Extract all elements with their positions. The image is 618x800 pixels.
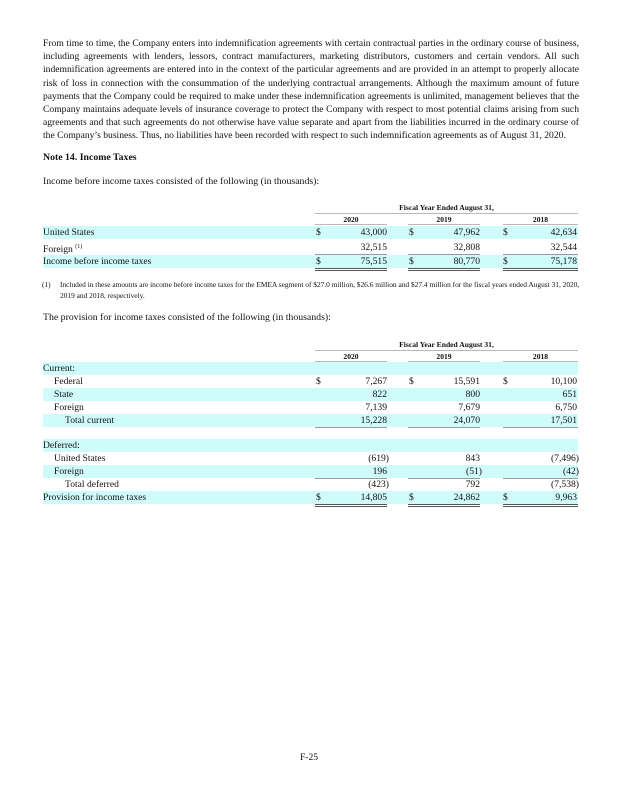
- table-row-subtotal: [43, 478, 578, 491]
- table-row: [43, 388, 578, 401]
- provision-for-income-taxes-table: [43, 340, 578, 510]
- note-heading: Note 14. Income Taxes: [43, 152, 137, 163]
- row-label: Foreign: [54, 466, 84, 477]
- value-2020: 75,515: [360, 256, 387, 267]
- income-before-taxes-table: [43, 203, 578, 273]
- row-label: Provision for income taxes: [43, 492, 147, 503]
- value-2019: 15,591: [453, 376, 480, 387]
- table-row-total: [43, 255, 578, 268]
- section-header-current: [43, 362, 578, 375]
- value-2019: 7,679: [458, 402, 480, 413]
- value-2020: 7,267: [365, 376, 387, 387]
- section-header-deferred: [43, 439, 578, 452]
- year-header-2020: 2020: [315, 352, 387, 362]
- value-2019: 800: [465, 389, 480, 400]
- footnote-mark: (1): [42, 280, 51, 289]
- row-label: Deferred:: [43, 440, 80, 451]
- table-row: [43, 401, 578, 414]
- value-2020: 32,515: [360, 242, 387, 253]
- value-2019: 80,770: [453, 256, 480, 267]
- value-2018: (7,538): [551, 479, 579, 490]
- footnote: [42, 280, 580, 301]
- table-row: [43, 452, 578, 465]
- row-label: State: [54, 389, 74, 400]
- value-2019: 47,962: [453, 227, 480, 238]
- value-2019: 24,070: [453, 415, 480, 426]
- value-2020: 43,000: [360, 227, 387, 238]
- row-label: Current:: [43, 363, 75, 374]
- page-number: F-25: [299, 752, 319, 763]
- value-2018: 32,544: [550, 242, 577, 253]
- period-header: Fiscal Year Ended August 31,: [315, 203, 578, 214]
- value-2020: (619): [368, 453, 389, 464]
- row-label: Foreign: [54, 402, 84, 413]
- currency-symbol: $: [409, 227, 414, 238]
- currency-symbol: $: [409, 376, 414, 387]
- value-2020: 7,139: [365, 402, 387, 413]
- table-row: [43, 465, 578, 478]
- value-2019: (51): [466, 466, 482, 477]
- value-2018: 6,750: [555, 402, 577, 413]
- year-header-2019: 2019: [408, 215, 480, 225]
- currency-symbol: $: [316, 227, 321, 238]
- row-label: Federal: [54, 376, 83, 387]
- row-label: United States: [54, 453, 106, 464]
- year-header-2018: 2018: [503, 215, 578, 225]
- row-label: Total deferred: [65, 479, 119, 490]
- value-2018: 17,501: [550, 415, 577, 426]
- currency-symbol: $: [409, 256, 414, 267]
- table-row: [43, 375, 578, 388]
- row-label: Foreign $^{(1)}$: [43, 244, 83, 255]
- value-2018: (7,496): [551, 453, 579, 464]
- currency-symbol: $: [503, 227, 508, 238]
- period-header: Fiscal Year Ended August 31,: [315, 340, 578, 351]
- year-header-2019: 2019: [408, 352, 480, 362]
- currency-symbol: $: [503, 376, 508, 387]
- year-header-2020: 2020: [315, 215, 387, 225]
- table-row-subtotal: [43, 414, 578, 427]
- currency-symbol: $: [503, 492, 508, 503]
- footnote-ref: (1): [75, 244, 83, 250]
- value-2018: 42,634: [550, 227, 577, 238]
- table-row: [43, 241, 578, 254]
- provision-table-intro: The provision for income taxes consisted of the following (in thousands):: [43, 312, 331, 323]
- value-2019: 32,808: [453, 242, 480, 253]
- value-2020: 822: [372, 389, 387, 400]
- currency-symbol: $: [409, 492, 414, 503]
- value-2018: 9,963: [555, 492, 577, 503]
- value-2019: 792: [465, 479, 480, 490]
- currency-symbol: $: [316, 376, 321, 387]
- value-2018: 75,178: [550, 256, 577, 267]
- value-2018: 651: [562, 389, 577, 400]
- value-2018: 10,100: [550, 376, 577, 387]
- row-label: Total current: [65, 415, 115, 426]
- row-label: Income before income taxes: [43, 256, 152, 267]
- currency-symbol: $: [316, 492, 321, 503]
- value-2019: 843: [465, 453, 480, 464]
- income-table-intro: Income before income taxes consisted of the following (in thousands):: [43, 176, 320, 187]
- table-row: [43, 226, 578, 239]
- currency-symbol: $: [503, 256, 508, 267]
- value-2018: (42): [563, 466, 579, 477]
- year-header-2018: 2018: [503, 352, 578, 362]
- currency-symbol: $: [316, 256, 321, 267]
- value-2019: 24,862: [453, 492, 480, 503]
- row-label: United States: [43, 227, 95, 238]
- value-2020: 15,228: [360, 415, 387, 426]
- footnote-text: Included in these amounts are income before income taxes for the EMEA segment of $27.0 million, $26.6 million and $27.4 million for the fiscal years ended August 31, 2020, 2019 and 2018, respectively.: [60, 280, 580, 300]
- indemnification-paragraph: From time to time, the Company enters into indemnification agreements with certain contractual parties in the ordinary course of business, including agreements with lenders, lessors, contract manufacturers, marketing distributors, customers and certain vendors. All such indemnification agreements are entered into in the context of the particular agreements and are provided in an attempt to properly allocate risk of loss in connection with the consummation of the underlying contractual arrangements. Although the maximum amount of future payments that the Company could be required to make under these indemnification agreements is unlimited, management believes that the Company maintains adequate levels of insurance coverage to protect the Company with respect to most potential claims arising from such agreements and that such agreements do not otherwise have value separate and apart from the liabilities incurred in the ordinary course of the Company’s business. Thus, no liabilities have been recorded with respect to such indemnification agreements as of August 31, 2020.: [43, 38, 579, 142]
- value-2020: (423): [368, 479, 389, 490]
- value-2020: 14,805: [360, 492, 387, 503]
- table-row-total: [43, 491, 578, 504]
- value-2020: 196: [372, 466, 387, 477]
